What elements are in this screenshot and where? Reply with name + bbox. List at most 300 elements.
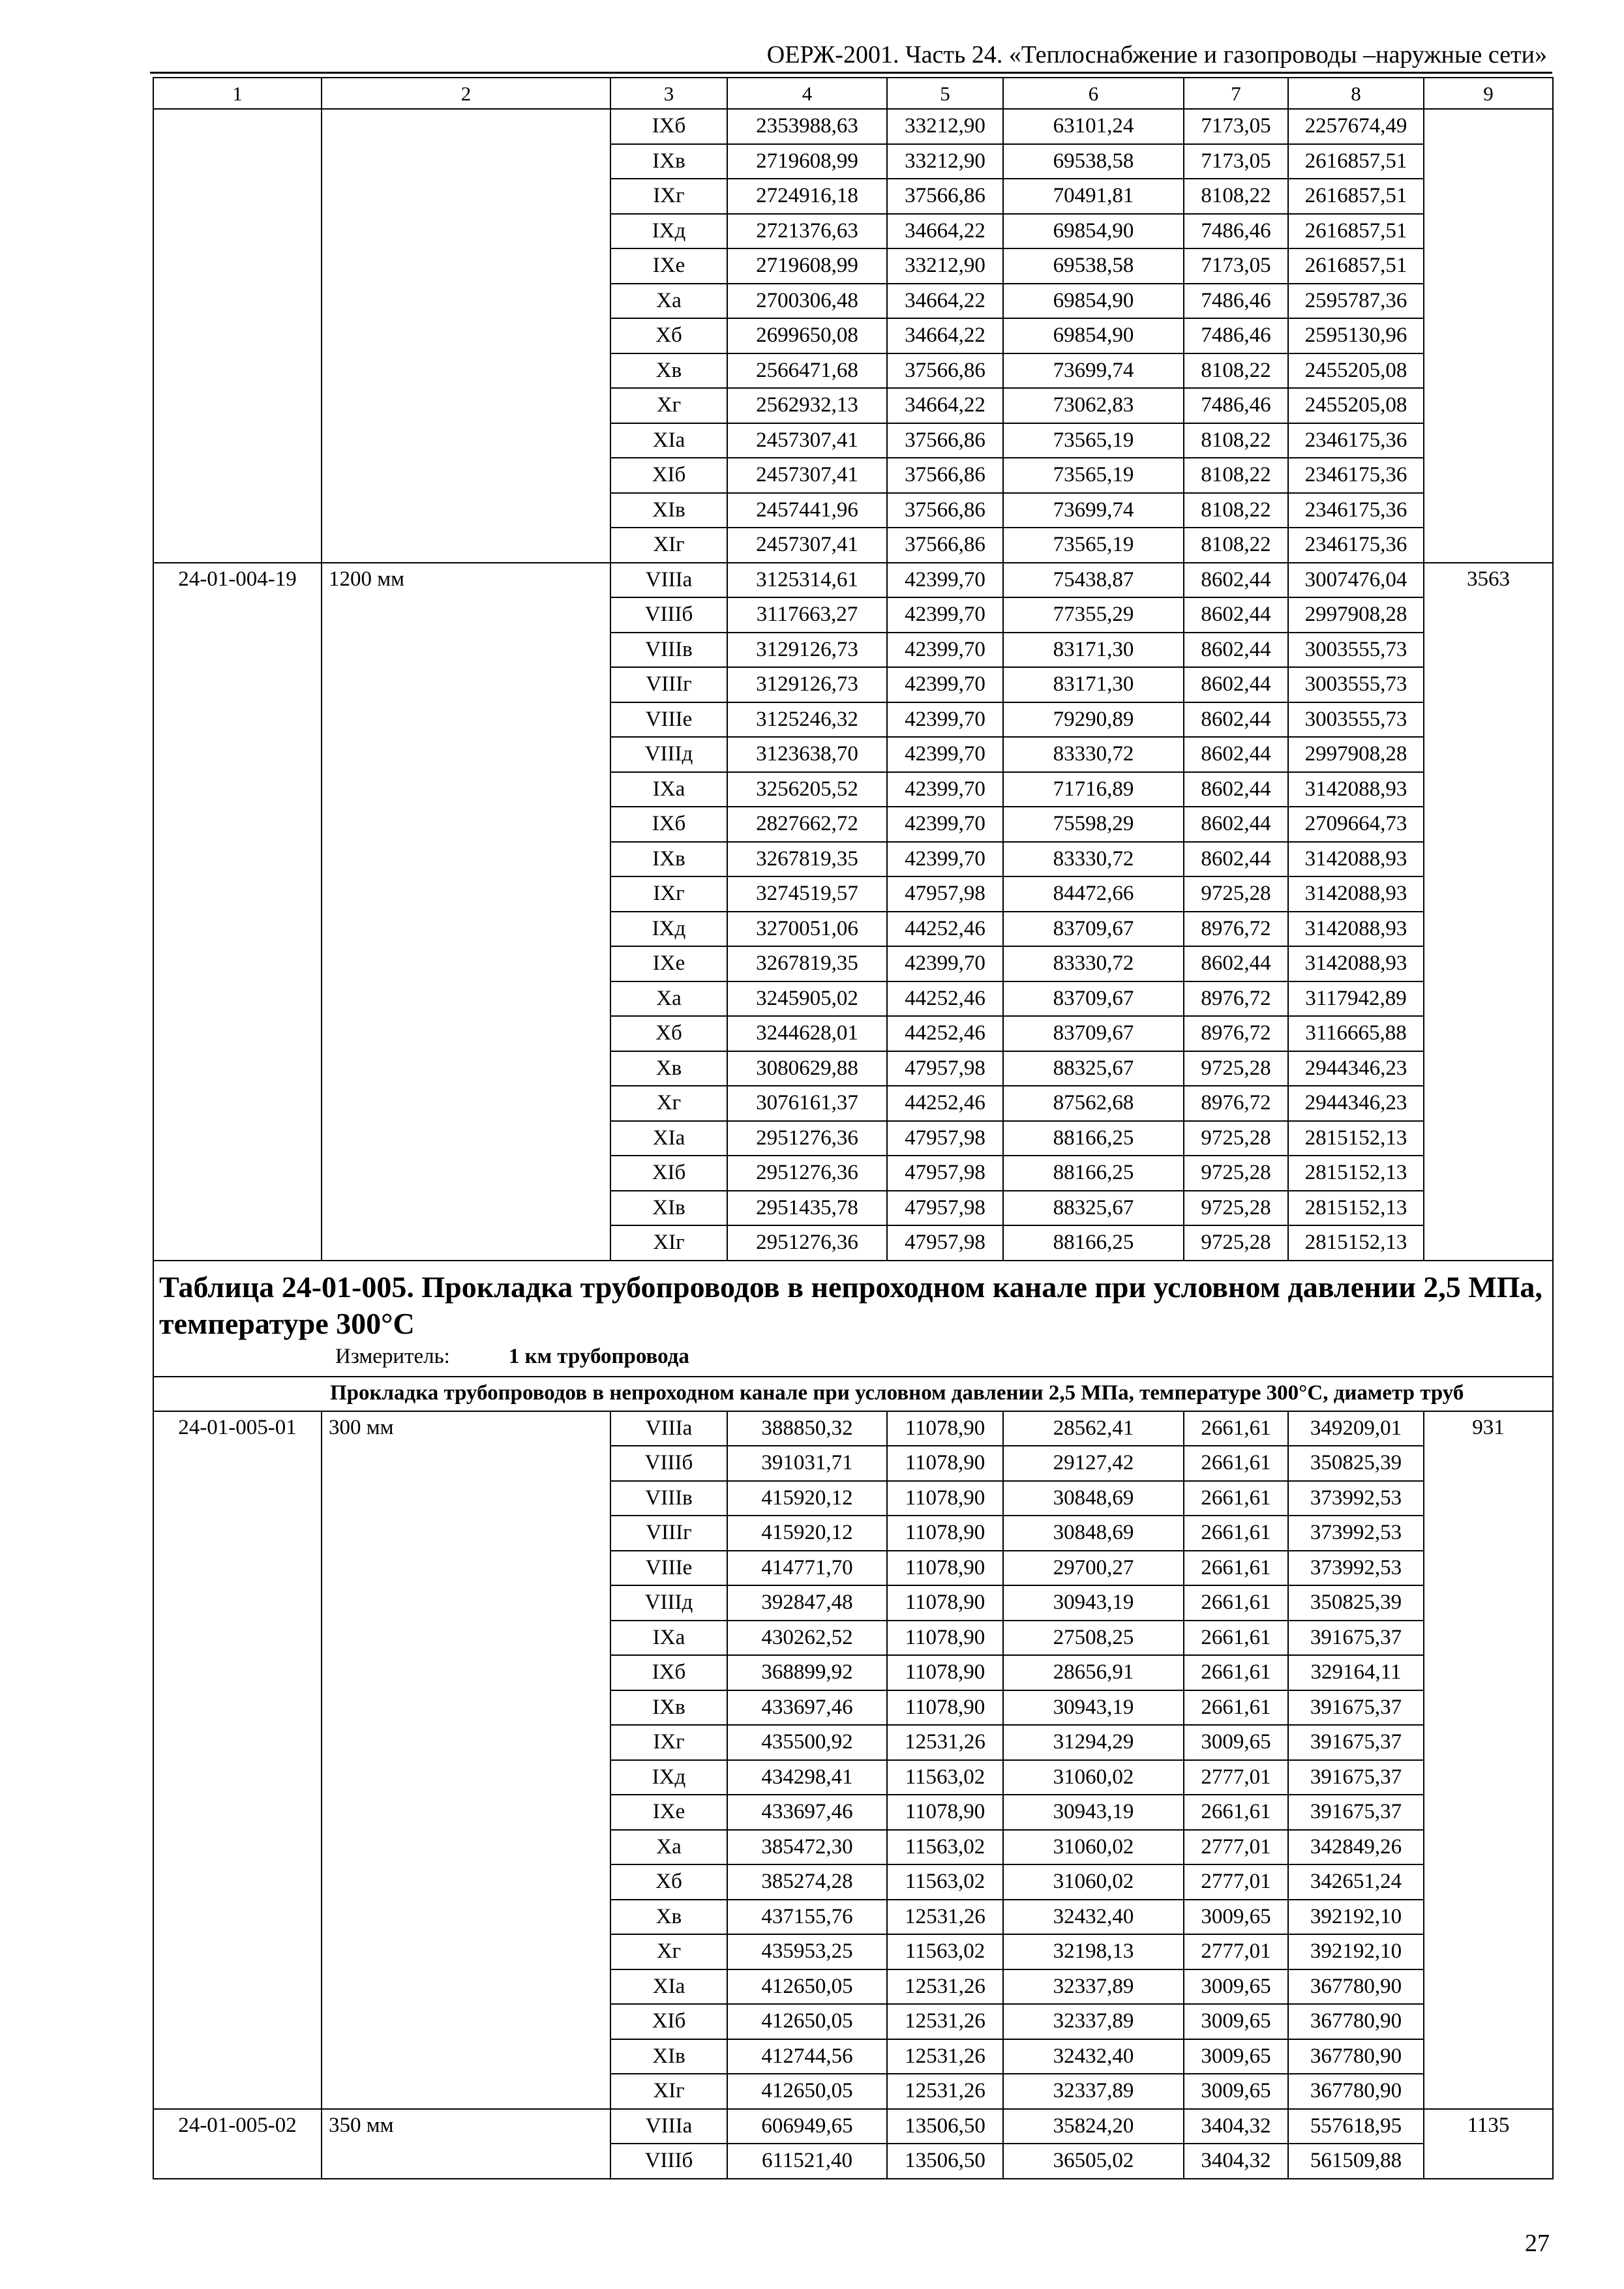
cost-value: 83709,67	[1003, 1016, 1184, 1051]
cost-value: 2777,01	[1184, 1864, 1288, 1900]
cost-value: 2595787,36	[1288, 284, 1424, 319]
zone-code: XIб	[610, 2004, 727, 2039]
cost-value: 2661,61	[1184, 1655, 1288, 1690]
cost-value: 88166,25	[1003, 1156, 1184, 1191]
cost-value: 3009,65	[1184, 2004, 1288, 2039]
cost-value: 13506,50	[887, 2144, 1003, 2179]
cost-value: 415920,12	[727, 1481, 887, 1516]
cost-value: 3117663,27	[727, 597, 887, 633]
cost-value: 2661,61	[1184, 1516, 1288, 1551]
cost-value: 79290,89	[1003, 702, 1184, 738]
cost-value: 3256205,52	[727, 772, 887, 807]
cost-value: 611521,40	[727, 2144, 887, 2179]
cost-value: 2661,61	[1184, 1446, 1288, 1481]
cost-value: 12531,26	[887, 1725, 1003, 1760]
zone-code: IXб	[610, 109, 727, 144]
cost-value: 8602,44	[1184, 667, 1288, 702]
cost-value: 392192,10	[1288, 1934, 1424, 1969]
zone-code: Xа	[610, 981, 727, 1017]
cost-value: 2777,01	[1184, 1760, 1288, 1795]
cost-value: 30943,19	[1003, 1690, 1184, 1726]
cost-value: 36505,02	[1003, 2144, 1184, 2179]
cost-value: 8108,22	[1184, 458, 1288, 493]
cost-value: 7486,46	[1184, 318, 1288, 353]
labor-value	[1424, 109, 1553, 563]
cost-value: 367780,90	[1288, 2039, 1424, 2074]
column-number: 7	[1184, 78, 1288, 109]
column-number: 6	[1003, 78, 1184, 109]
cost-value: 11078,90	[887, 1551, 1003, 1586]
cost-value: 2815152,13	[1288, 1225, 1424, 1261]
cost-value: 69538,58	[1003, 248, 1184, 284]
cost-value: 8976,72	[1184, 1016, 1288, 1051]
cost-value: 7173,05	[1184, 248, 1288, 284]
cost-value: 2997908,28	[1288, 737, 1424, 772]
cost-value: 2699650,08	[727, 318, 887, 353]
cost-value: 47957,98	[887, 1156, 1003, 1191]
cost-value: 7173,05	[1184, 144, 1288, 179]
cost-value: 373992,53	[1288, 1481, 1424, 1516]
cost-value: 71716,89	[1003, 772, 1184, 807]
cost-value: 9725,28	[1184, 1225, 1288, 1261]
cost-value: 44252,46	[887, 912, 1003, 947]
page-header	[150, 38, 1552, 74]
cost-value: 367780,90	[1288, 2004, 1424, 2039]
cost-value: 88325,67	[1003, 1051, 1184, 1086]
column-number: 1	[153, 78, 322, 109]
cost-value: 37566,86	[887, 528, 1003, 563]
cost-value: 367780,90	[1288, 2074, 1424, 2109]
cost-value: 2257674,49	[1288, 109, 1424, 144]
zone-code: IXв	[610, 1690, 727, 1726]
cost-value: 3076161,37	[727, 1086, 887, 1121]
table-title-row	[153, 1261, 1553, 1377]
cost-value: 83171,30	[1003, 667, 1184, 702]
cost-value: 2815152,13	[1288, 1191, 1424, 1226]
cost-value: 391675,37	[1288, 1690, 1424, 1726]
cost-value: 9725,28	[1184, 1156, 1288, 1191]
cost-value: 3007476,04	[1288, 563, 1424, 598]
cost-value: 12531,26	[887, 2039, 1003, 2074]
cost-value: 83171,30	[1003, 633, 1184, 668]
zone-code: XIв	[610, 493, 727, 528]
zone-code: IXе	[610, 248, 727, 284]
pipe-diameter: 1200 мм	[322, 563, 610, 1261]
cost-value: 606949,65	[727, 2109, 887, 2144]
cost-value: 3080629,88	[727, 1051, 887, 1086]
cost-value: 3404,32	[1184, 2109, 1288, 2144]
cost-value: 34664,22	[887, 284, 1003, 319]
cost-value: 33212,90	[887, 109, 1003, 144]
cost-value: 84472,66	[1003, 876, 1184, 912]
cost-value: 2457307,41	[727, 423, 887, 458]
cost-value: 430262,52	[727, 1621, 887, 1656]
zone-code: Xв	[610, 1051, 727, 1086]
cost-value: 3244628,01	[727, 1016, 887, 1051]
cost-value: 2661,61	[1184, 1795, 1288, 1830]
cost-value: 373992,53	[1288, 1551, 1424, 1586]
cost-value: 35824,20	[1003, 2109, 1184, 2144]
cost-value: 349209,01	[1288, 1411, 1424, 1446]
cost-value: 3245905,02	[727, 981, 887, 1017]
cost-value: 2951276,36	[727, 1156, 887, 1191]
zone-code: VIIIа	[610, 1411, 727, 1446]
cost-value: 30848,69	[1003, 1481, 1184, 1516]
cost-value: 2616857,51	[1288, 144, 1424, 179]
cost-value: 44252,46	[887, 1086, 1003, 1121]
zone-code: IXе	[610, 946, 727, 981]
cost-value: 34664,22	[887, 214, 1003, 249]
header-title: ОЕРЖ-2001. Часть 24. «Теплоснабжение и газопроводы –наружные сети»	[766, 41, 1547, 68]
cost-value: 12531,26	[887, 2004, 1003, 2039]
cost-value: 8108,22	[1184, 179, 1288, 214]
cost-value: 30943,19	[1003, 1795, 1184, 1830]
cost-value: 8602,44	[1184, 633, 1288, 668]
cost-value: 47957,98	[887, 1225, 1003, 1261]
zone-code: XIб	[610, 458, 727, 493]
cost-value: 342651,24	[1288, 1864, 1424, 1900]
cost-value: 2661,61	[1184, 1481, 1288, 1516]
cost-value: 2721376,63	[727, 214, 887, 249]
cost-value: 88166,25	[1003, 1225, 1184, 1261]
cost-value: 3270051,06	[727, 912, 887, 947]
zone-code: Xб	[610, 318, 727, 353]
measure-label: Измеритель:	[335, 1344, 450, 1368]
cost-value: 391675,37	[1288, 1621, 1424, 1656]
cost-value: 3009,65	[1184, 1725, 1288, 1760]
cost-value: 29127,42	[1003, 1446, 1184, 1481]
cost-value: 2346175,36	[1288, 423, 1424, 458]
cost-value: 11563,02	[887, 1864, 1003, 1900]
zone-code: VIIIб	[610, 2144, 727, 2179]
zone-code: IXд	[610, 912, 727, 947]
zone-code: Xг	[610, 388, 727, 423]
zone-code: XIг	[610, 1225, 727, 1261]
cost-value: 8602,44	[1184, 737, 1288, 772]
column-number: 5	[887, 78, 1003, 109]
rate-code: 24-01-004-19	[153, 563, 322, 1261]
cost-value: 42399,70	[887, 946, 1003, 981]
zone-code: VIIIе	[610, 1551, 727, 1586]
cost-value: 83709,67	[1003, 912, 1184, 947]
cost-value: 350825,39	[1288, 1585, 1424, 1621]
cost-value: 8108,22	[1184, 528, 1288, 563]
cost-value: 32198,13	[1003, 1934, 1184, 1969]
cost-value: 69854,90	[1003, 214, 1184, 249]
cost-value: 42399,70	[887, 772, 1003, 807]
description-row	[153, 1377, 1553, 1411]
cost-value: 44252,46	[887, 1016, 1003, 1051]
cost-value: 63101,24	[1003, 109, 1184, 144]
cost-value: 77355,29	[1003, 597, 1184, 633]
cost-value: 561509,88	[1288, 2144, 1424, 2179]
cost-value: 2944346,23	[1288, 1086, 1424, 1121]
cost-value: 2944346,23	[1288, 1051, 1424, 1086]
cost-value: 75438,87	[1003, 563, 1184, 598]
table-row	[153, 563, 1553, 598]
cost-value: 73062,83	[1003, 388, 1184, 423]
cost-value: 73565,19	[1003, 423, 1184, 458]
zone-code: XIв	[610, 2039, 727, 2074]
cost-value: 37566,86	[887, 493, 1003, 528]
cost-value: 73565,19	[1003, 458, 1184, 493]
cost-value: 3267819,35	[727, 842, 887, 877]
cost-value: 11078,90	[887, 1481, 1003, 1516]
cost-value: 8976,72	[1184, 1086, 1288, 1121]
cost-value: 9725,28	[1184, 1051, 1288, 1086]
cost-value: 11563,02	[887, 1760, 1003, 1795]
cost-value: 31060,02	[1003, 1760, 1184, 1795]
cost-value: 11078,90	[887, 1621, 1003, 1656]
pipe-diameter: 300 мм	[322, 1411, 610, 2109]
cost-value: 3129126,73	[727, 633, 887, 668]
cost-value: 37566,86	[887, 423, 1003, 458]
cost-value: 42399,70	[887, 633, 1003, 668]
cost-value: 8108,22	[1184, 493, 1288, 528]
cost-value: 31060,02	[1003, 1830, 1184, 1865]
cost-value: 37566,86	[887, 179, 1003, 214]
cost-value: 3003555,73	[1288, 667, 1424, 702]
cost-value: 342849,26	[1288, 1830, 1424, 1865]
cost-value: 3142088,93	[1288, 772, 1424, 807]
cost-value: 73699,74	[1003, 493, 1184, 528]
cost-value: 2346175,36	[1288, 528, 1424, 563]
rate-code: 24-01-005-01	[153, 1411, 322, 2109]
cost-value: 9725,28	[1184, 876, 1288, 912]
cost-value: 3003555,73	[1288, 702, 1424, 738]
table-title-cell	[153, 1261, 1553, 1377]
cost-value: 30943,19	[1003, 1585, 1184, 1621]
cost-value: 42399,70	[887, 807, 1003, 842]
cost-value: 2951276,36	[727, 1225, 887, 1261]
zone-code: XIа	[610, 423, 727, 458]
cost-value: 392847,48	[727, 1585, 887, 1621]
cost-value: 7486,46	[1184, 214, 1288, 249]
cost-value: 3003555,73	[1288, 633, 1424, 668]
cost-value: 37566,86	[887, 353, 1003, 389]
zone-code: Xг	[610, 1934, 727, 1969]
cost-value: 2951435,78	[727, 1191, 887, 1226]
table-title: Таблица 24-01-005. Прокладка трубопроводов в непроходном канале при условном давлении 2,5 МПа, температуре 300°С	[159, 1270, 1542, 1340]
cost-value: 3142088,93	[1288, 946, 1424, 981]
cost-value: 34664,22	[887, 318, 1003, 353]
cost-value: 32432,40	[1003, 2039, 1184, 2074]
cost-value: 12531,26	[887, 1969, 1003, 2005]
cost-value: 2616857,51	[1288, 179, 1424, 214]
rate-code	[153, 109, 322, 563]
cost-value: 83330,72	[1003, 946, 1184, 981]
cost-value: 3125314,61	[727, 563, 887, 598]
cost-value: 11078,90	[887, 1795, 1003, 1830]
zone-code: IXд	[610, 1760, 727, 1795]
measure-line	[159, 1346, 1547, 1373]
labor-value: 1135	[1424, 2109, 1553, 2179]
cost-value: 2661,61	[1184, 1585, 1288, 1621]
labor-value: 3563	[1424, 563, 1553, 1261]
cost-value: 2700306,48	[727, 284, 887, 319]
zone-code: IXд	[610, 214, 727, 249]
cost-value: 2661,61	[1184, 1621, 1288, 1656]
cost-value: 2562932,13	[727, 388, 887, 423]
cost-value: 8602,44	[1184, 772, 1288, 807]
cost-value: 83709,67	[1003, 981, 1184, 1017]
cost-value: 42399,70	[887, 597, 1003, 633]
zone-code: IXв	[610, 144, 727, 179]
cost-value: 33212,90	[887, 144, 1003, 179]
cost-value: 73565,19	[1003, 528, 1184, 563]
page-number: 27	[1525, 2230, 1550, 2257]
cost-value: 2457307,41	[727, 528, 887, 563]
cost-value: 37566,86	[887, 458, 1003, 493]
zone-code: VIIIб	[610, 597, 727, 633]
table-row	[153, 2109, 1553, 2144]
cost-value: 11563,02	[887, 1830, 1003, 1865]
zone-code: VIIIб	[610, 1446, 727, 1481]
cost-value: 83330,72	[1003, 842, 1184, 877]
zone-code: Xб	[610, 1016, 727, 1051]
cost-value: 3142088,93	[1288, 912, 1424, 947]
cost-value: 28562,41	[1003, 1411, 1184, 1446]
cost-value: 27508,25	[1003, 1621, 1184, 1656]
cost-value: 437155,76	[727, 1900, 887, 1935]
cost-value: 435953,25	[727, 1934, 887, 1969]
cost-value: 2353988,63	[727, 109, 887, 144]
cost-value: 412650,05	[727, 2074, 887, 2109]
zone-code: XIа	[610, 1969, 727, 2005]
cost-value: 2815152,13	[1288, 1121, 1424, 1156]
zone-code: IXе	[610, 1795, 727, 1830]
cost-value: 8602,44	[1184, 946, 1288, 981]
cost-value: 9725,28	[1184, 1191, 1288, 1226]
cost-value: 31060,02	[1003, 1864, 1184, 1900]
cost-value: 3404,32	[1184, 2144, 1288, 2179]
zone-code: XIб	[610, 1156, 727, 1191]
cost-value: 433697,46	[727, 1795, 887, 1830]
cost-value: 3142088,93	[1288, 842, 1424, 877]
zone-code: Xв	[610, 353, 727, 389]
cost-value: 69854,90	[1003, 284, 1184, 319]
cost-value: 2724916,18	[727, 179, 887, 214]
cost-value: 47957,98	[887, 1191, 1003, 1226]
zone-code: Xб	[610, 1864, 727, 1900]
column-number: 2	[322, 78, 610, 109]
cost-value: 8602,44	[1184, 807, 1288, 842]
cost-value: 3116665,88	[1288, 1016, 1424, 1051]
cost-value: 392192,10	[1288, 1900, 1424, 1935]
cost-value: 7173,05	[1184, 109, 1288, 144]
cost-value: 7486,46	[1184, 284, 1288, 319]
cost-value: 88325,67	[1003, 1191, 1184, 1226]
cost-value: 2719608,99	[727, 248, 887, 284]
cost-value: 8602,44	[1184, 842, 1288, 877]
cost-value: 2951276,36	[727, 1121, 887, 1156]
cost-value: 412650,05	[727, 2004, 887, 2039]
zone-code: Xа	[610, 284, 727, 319]
zone-code: IXа	[610, 772, 727, 807]
cost-value: 47957,98	[887, 1051, 1003, 1086]
column-number-row	[153, 78, 1553, 109]
zone-code: IXа	[610, 1621, 727, 1656]
cost-value: 391675,37	[1288, 1725, 1424, 1760]
cost-value: 12531,26	[887, 1900, 1003, 1935]
cost-value: 2457307,41	[727, 458, 887, 493]
cost-value: 8602,44	[1184, 702, 1288, 738]
column-number: 4	[727, 78, 887, 109]
cost-value: 414771,70	[727, 1551, 887, 1586]
cost-value: 388850,32	[727, 1411, 887, 1446]
cost-value: 391675,37	[1288, 1795, 1424, 1830]
table-row	[153, 109, 1553, 144]
zone-code: IXв	[610, 842, 727, 877]
cost-value: 391675,37	[1288, 1760, 1424, 1795]
cost-value: 7486,46	[1184, 388, 1288, 423]
cost-value: 11078,90	[887, 1690, 1003, 1726]
cost-value: 69854,90	[1003, 318, 1184, 353]
cost-value: 88166,25	[1003, 1121, 1184, 1156]
cost-value: 2616857,51	[1288, 248, 1424, 284]
cost-value: 11078,90	[887, 1411, 1003, 1446]
cost-value: 2777,01	[1184, 1830, 1288, 1865]
cost-value: 47957,98	[887, 1121, 1003, 1156]
cost-value: 32337,89	[1003, 1969, 1184, 2005]
column-number: 3	[610, 78, 727, 109]
cost-value: 2595130,96	[1288, 318, 1424, 353]
column-number: 9	[1424, 78, 1553, 109]
labor-value: 931	[1424, 1411, 1553, 2109]
cost-value: 70491,81	[1003, 179, 1184, 214]
zone-code: VIIIа	[610, 563, 727, 598]
zone-code: VIIIа	[610, 2109, 727, 2144]
cost-value: 11078,90	[887, 1446, 1003, 1481]
zone-code: XIг	[610, 2074, 727, 2109]
cost-value: 32432,40	[1003, 1900, 1184, 1935]
cost-value: 367780,90	[1288, 1969, 1424, 2005]
cost-value: 3274519,57	[727, 876, 887, 912]
cost-value: 415920,12	[727, 1516, 887, 1551]
cost-value: 44252,46	[887, 981, 1003, 1017]
cost-value: 2346175,36	[1288, 493, 1424, 528]
cost-value: 11563,02	[887, 1934, 1003, 1969]
zone-code: VIIIе	[610, 702, 727, 738]
cost-value: 73699,74	[1003, 353, 1184, 389]
cost-value: 2455205,08	[1288, 353, 1424, 389]
cost-value: 9725,28	[1184, 1121, 1288, 1156]
price-table	[153, 77, 1554, 2179]
cost-value: 412650,05	[727, 1969, 887, 2005]
cost-value: 3125246,32	[727, 702, 887, 738]
cost-value: 69538,58	[1003, 144, 1184, 179]
cost-value: 42399,70	[887, 842, 1003, 877]
cost-value: 368899,92	[727, 1655, 887, 1690]
zone-code: VIIIг	[610, 1516, 727, 1551]
zone-code: IXг	[610, 179, 727, 214]
cost-value: 412744,56	[727, 2039, 887, 2074]
cost-value: 13506,50	[887, 2109, 1003, 2144]
pipe-diameter	[322, 109, 610, 563]
cost-value: 2661,61	[1184, 1551, 1288, 1586]
cost-value: 8976,72	[1184, 912, 1288, 947]
cost-value: 2709664,73	[1288, 807, 1424, 842]
cost-value: 2457441,96	[727, 493, 887, 528]
cost-value: 3009,65	[1184, 2039, 1288, 2074]
cost-value: 83330,72	[1003, 737, 1184, 772]
cost-value: 433697,46	[727, 1690, 887, 1726]
cost-value: 434298,41	[727, 1760, 887, 1795]
cost-value: 329164,11	[1288, 1655, 1424, 1690]
cost-value: 350825,39	[1288, 1446, 1424, 1481]
cost-value: 11078,90	[887, 1655, 1003, 1690]
cost-value: 42399,70	[887, 563, 1003, 598]
